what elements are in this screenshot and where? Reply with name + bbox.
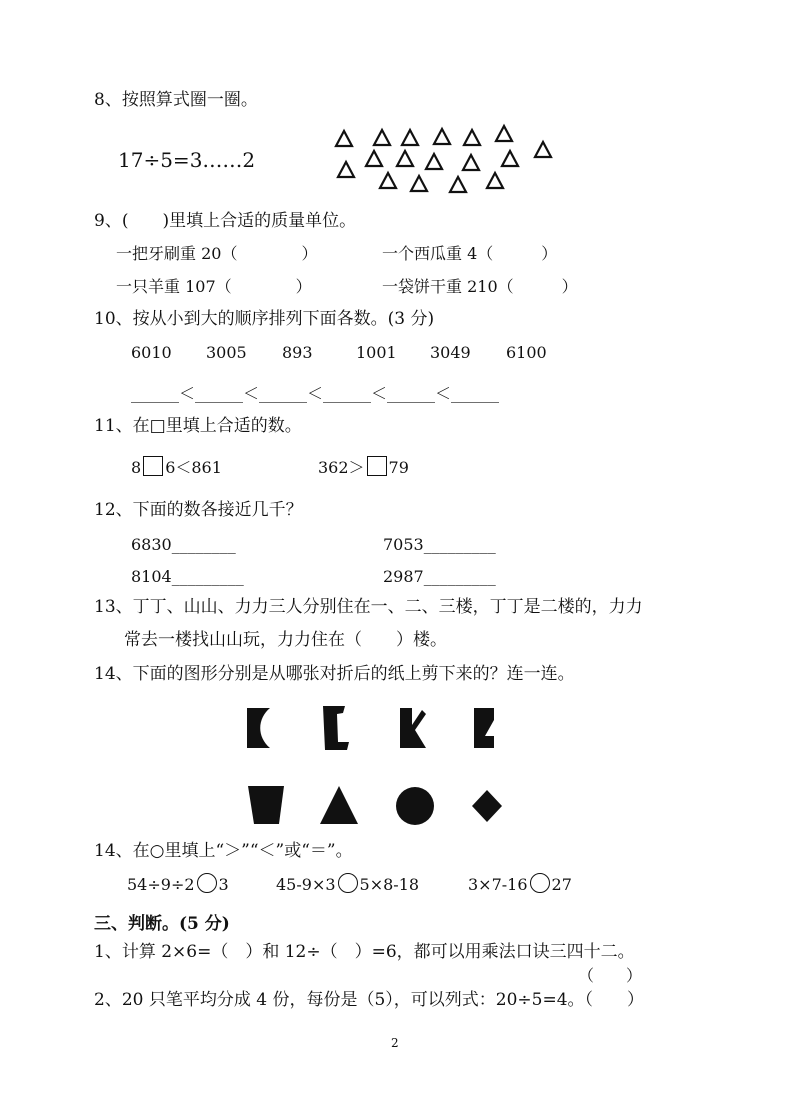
q8-expression: 17÷5=3……2 [118, 148, 256, 172]
q11-b-suffix: 79 [388, 458, 409, 477]
half-circle-cut-shape [247, 708, 270, 748]
triangle-shape [320, 786, 358, 824]
triangle [426, 154, 442, 169]
q12-item: 6830________ [131, 535, 236, 554]
triangle [487, 173, 503, 188]
q11-a-suffix: 6＜861 [165, 458, 222, 477]
cut-shapes-figure [0, 690, 789, 840]
q12-item: 7053_________ [383, 535, 496, 554]
q14b-c-right: 27 [551, 875, 572, 894]
q10-number: 1001 [356, 343, 397, 362]
triangle [464, 130, 480, 145]
judge-item-1-answer: （ ） [578, 966, 643, 985]
triangle [366, 151, 382, 166]
q14b-b-right: 5×8-18 [359, 875, 420, 894]
triangle [502, 151, 518, 166]
q14b-item-b [276, 873, 419, 895]
q14b-a-left: 54÷9÷2 [127, 875, 195, 894]
q10-number: 3005 [206, 343, 247, 362]
q14b-b-left: 45-9×3 [276, 875, 336, 894]
triangle [463, 155, 479, 170]
compare-circle[interactable] [197, 873, 217, 893]
q11-a-prefix: 8 [131, 458, 142, 477]
q11-title: 11、在□里填上合适的数。 [94, 416, 302, 436]
triangle [380, 173, 396, 188]
triangle [338, 162, 354, 177]
q9-item-toothbrush: 一把牙刷重 20（ ） [116, 244, 318, 263]
half-triangle-cut-shape [400, 708, 426, 748]
q9-item-biscuits: 一袋饼干重 210（ ） [382, 277, 578, 296]
trapezoid-shape [248, 786, 284, 824]
triangle [411, 176, 427, 191]
q11-item-a [131, 456, 222, 478]
compare-circle[interactable] [530, 873, 550, 893]
triangle [496, 126, 512, 141]
q10-blanks: ______＜______＜______＜______＜______＜______ [131, 384, 500, 403]
q10-number: 6010 [131, 343, 172, 362]
circle-shape [396, 787, 434, 825]
answer-box[interactable] [367, 456, 387, 476]
q12-item: 8104_________ [131, 567, 244, 586]
q14b-item-c [468, 873, 572, 895]
q11-b-prefix: 362＞ [318, 458, 365, 477]
q10-title: 10、按从小到大的顺序排列下面各数。(3 分) [94, 309, 435, 329]
triangle [402, 130, 418, 145]
q14-title: 14、下面的图形分别是从哪张对折后的纸上剪下来的？连一连。 [94, 664, 575, 684]
q9-title: 9、( )里填上合适的质量单位。 [94, 211, 357, 231]
q14b-item-a [127, 873, 229, 895]
q10-number: 6100 [506, 343, 547, 362]
q14b-title: 14、在○里填上“＞”“＜”或“＝”。 [94, 841, 353, 861]
q12-item: 2987_________ [383, 567, 496, 586]
half-diamond-cut-shape [474, 708, 494, 748]
triangle-cluster [0, 0, 789, 200]
q9-item-sheep: 一只羊重 107（ ） [116, 277, 312, 296]
q9-item-watermelon: 一个西瓜重 4（ ） [382, 244, 558, 263]
triangle [450, 177, 466, 192]
half-trapezoid-cut-shape [323, 706, 349, 750]
triangle [397, 151, 413, 166]
triangle [535, 142, 551, 157]
triangle [374, 130, 390, 145]
page-number: 2 [391, 1036, 399, 1050]
q8-title: 8、按照算式圈一圈。 [94, 90, 258, 110]
q11-item-b [318, 456, 409, 478]
answer-box[interactable] [143, 456, 163, 476]
diamond-shape [472, 790, 502, 822]
section3-title: 三、判断。(5 分) [94, 914, 230, 934]
q14b-c-left: 3×7-16 [468, 875, 528, 894]
compare-circle[interactable] [338, 873, 358, 893]
q10-number: 893 [282, 343, 313, 362]
judge-item-2: 2、20 只笔平均分成 4 份，每份是（5），可以列式：20÷5=4。（ ） [94, 990, 645, 1010]
triangle [336, 131, 352, 146]
q13-line2: 常去一楼找山山玩，力力住在（ ）楼。 [124, 630, 447, 650]
triangle [434, 129, 450, 144]
q12-title: 12、下面的数各接近几千？ [94, 500, 303, 520]
judge-item-1: 1、计算 2×6=（ ）和 12÷（ ）=6，都可以用乘法口诀三四十二。 [94, 942, 635, 962]
q13-line1: 13、丁丁、山山、力力三人分别住在一、二、三楼，丁丁是二楼的，力力 [94, 597, 643, 617]
q14b-a-right: 3 [218, 875, 229, 894]
q10-number: 3049 [430, 343, 471, 362]
